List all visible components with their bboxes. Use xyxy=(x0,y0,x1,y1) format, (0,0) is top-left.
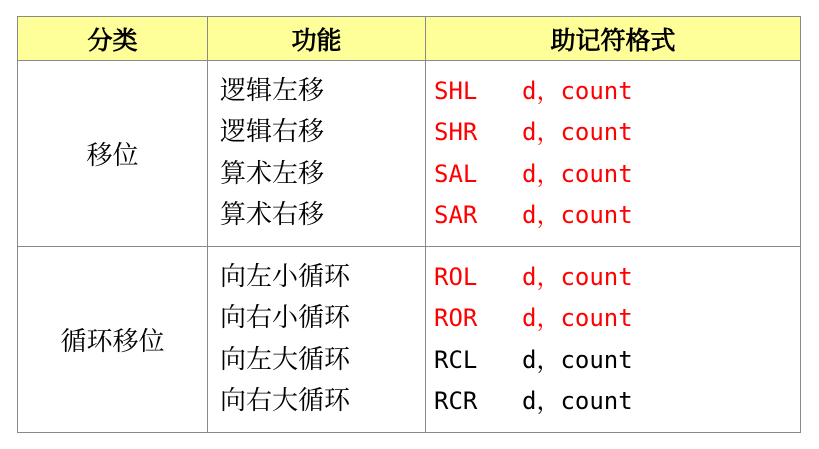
function-cell xyxy=(208,247,426,433)
operands: d，count xyxy=(522,262,633,291)
shift-instructions-table xyxy=(17,16,801,433)
mnemonic: ROR xyxy=(434,304,478,332)
mnemonic: SAR xyxy=(434,201,478,229)
format-line xyxy=(434,195,800,237)
function-label: 向右小循环 xyxy=(220,303,351,333)
format-line xyxy=(434,340,800,382)
function-label: 逻辑右移 xyxy=(220,117,325,147)
function-label: 向左小循环 xyxy=(220,261,351,292)
operands: d，count xyxy=(522,304,633,332)
operands: d，count xyxy=(522,387,633,415)
format-line xyxy=(434,71,800,113)
header-mnemonic-format: 助记符格式 xyxy=(426,17,801,61)
mnemonic: RCR xyxy=(434,387,478,415)
function-label: 向左大循环 xyxy=(220,344,351,375)
mnemonic: ROL xyxy=(434,262,478,291)
format-cell xyxy=(426,61,801,247)
shift-instructions-table-wrap xyxy=(17,16,800,432)
function-label: 算术右移 xyxy=(220,200,325,230)
mnemonic: RCL xyxy=(434,345,478,374)
function-cell xyxy=(208,61,426,247)
table-row-shift xyxy=(18,61,801,247)
operands: d，count xyxy=(522,76,633,105)
header-function: 功能 xyxy=(208,17,426,61)
mnemonic: SHR xyxy=(434,118,478,146)
format-line xyxy=(434,112,800,154)
header-row xyxy=(18,17,801,61)
format-cell xyxy=(426,247,801,433)
operands: d，count xyxy=(522,159,633,188)
function-label: 逻辑左移 xyxy=(220,75,325,106)
operands: d，count xyxy=(522,345,633,374)
format-line xyxy=(434,257,800,299)
format-line xyxy=(434,381,800,423)
operands: d，count xyxy=(522,201,633,229)
category-cell: 循环移位 xyxy=(18,247,208,433)
format-line xyxy=(434,298,800,340)
operands: d，count xyxy=(522,118,633,146)
function-label: 算术左移 xyxy=(220,158,325,189)
mnemonic: SAL xyxy=(434,159,478,188)
function-label: 向右大循环 xyxy=(220,386,351,416)
mnemonic: SHL xyxy=(434,76,478,105)
format-line xyxy=(434,154,800,196)
category-cell: 移位 xyxy=(18,61,208,247)
table-row-rotate xyxy=(18,247,801,433)
header-category: 分类 xyxy=(18,17,208,61)
